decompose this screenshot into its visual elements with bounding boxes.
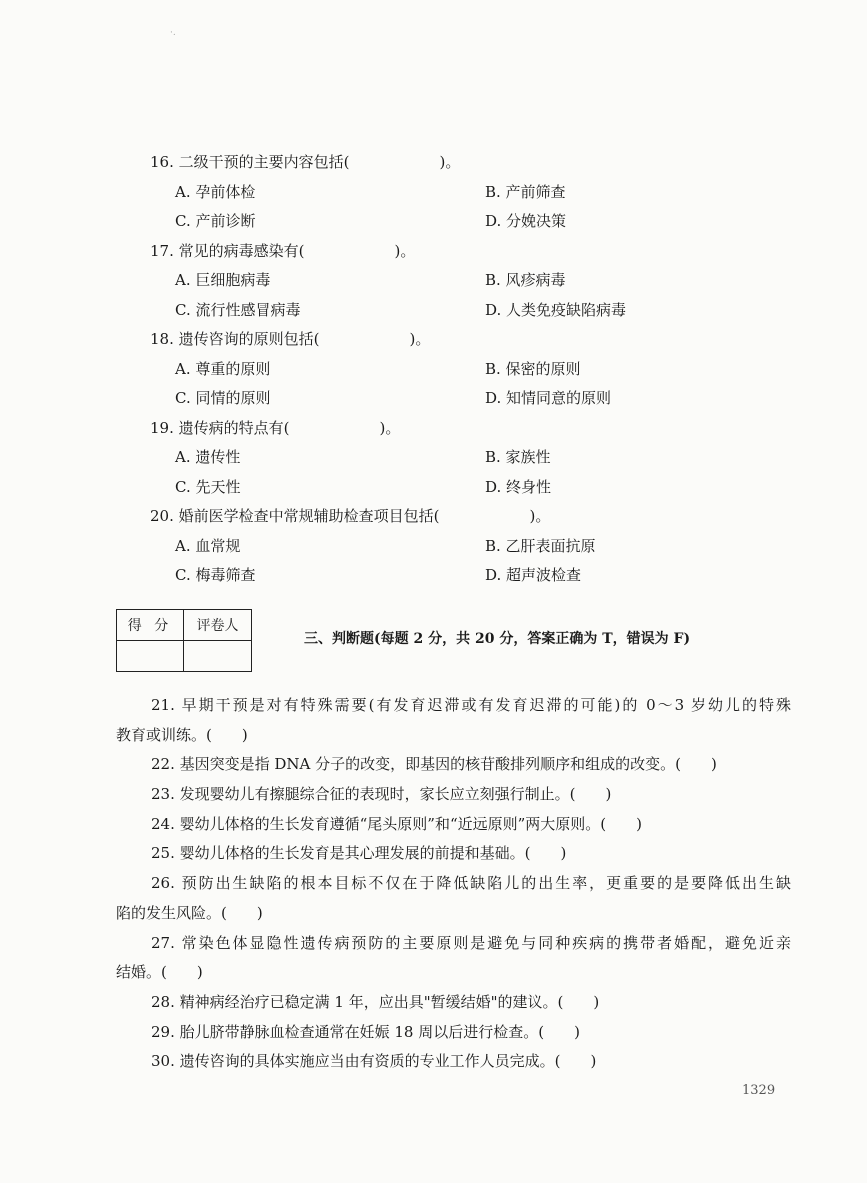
option-16-c: C. 产前诊断: [175, 212, 256, 230]
question-16-options-row2: [150, 207, 770, 237]
question-29: 29. 胎儿脐带静脉血检查通常在妊娠 18 周以后进行检查。( ): [151, 1022, 580, 1041]
page-number: 1329: [742, 1083, 776, 1098]
true-false-section: [116, 691, 791, 1077]
question-27-line1: 27. 常染色体显隐性遗传病预防的主要原则是避免与同种疾病的携带者婚配，避免近亲: [151, 933, 791, 952]
option-18-a: A. 尊重的原则: [175, 359, 271, 378]
question-17-options-row2: [150, 296, 770, 326]
score-cell: [117, 641, 184, 672]
question-16-options: [150, 178, 770, 208]
question-20-options: [150, 532, 770, 562]
question-23: 23. 发现婴幼儿有擦腿综合征的表现时，家长应立刻强行制止。( ): [151, 785, 612, 804]
option-16-d: D. 分娩决策: [485, 212, 567, 230]
option-20-b: B. 乙肝表面抗原: [485, 536, 596, 555]
question-26-line1: 26. 预防出生缺陷的根本目标不仅在于降低缺陷儿的出生率，更重要的是要降低出生缺: [151, 874, 791, 893]
question-19-stem: 19. 遗传病的特点有( )。: [150, 418, 401, 437]
question-17-options: [150, 266, 770, 296]
multiple-choice-section: [150, 148, 770, 591]
option-16-a: A. 孕前体检: [175, 182, 256, 201]
option-17-a: A. 巨细胞病毒: [175, 271, 271, 289]
question-17-stem: 17. 常见的病毒感染有( )。: [150, 241, 416, 260]
question-18-options: [150, 355, 770, 385]
question-20-options-row2: [150, 561, 770, 591]
question-16-stem: 16. 二级干预的主要内容包括( )。: [150, 153, 461, 171]
question-20-stem: 20. 婚前医学检查中常规辅助检查项目包括( )。: [150, 507, 551, 525]
option-16-b: B. 产前筛查: [485, 182, 566, 201]
scan-speck: ·.: [170, 28, 176, 38]
score-label: 得 分: [117, 610, 184, 641]
grader-label: 评卷人: [184, 610, 252, 641]
question-24: 24. 婴幼儿体格的生长发育遵循“尾头原则”和“近远原则”两大原则。( ): [151, 814, 643, 833]
option-19-a: A. 遗传性: [175, 448, 241, 466]
grader-cell: [184, 641, 252, 672]
option-18-c: C. 同情的原则: [175, 389, 271, 407]
question-26-line2: 陷的发生风险。( ): [116, 903, 263, 922]
question-18-options-row2: [150, 384, 770, 414]
option-20-d: D. 超声波检查: [485, 566, 582, 584]
option-19-b: B. 家族性: [485, 448, 551, 466]
score-box: [116, 609, 252, 672]
question-22: 22. 基因突变是指 DNA 分子的改变，即基因的核苷酸排列顺序和组成的改变。( ): [151, 755, 717, 774]
option-17-c: C. 流行性感冒病毒: [175, 300, 301, 319]
question-19-options-row2: [150, 473, 770, 503]
option-19-d: D. 终身性: [485, 477, 552, 496]
question-28: 28. 精神病经治疗已稳定满 1 年，应出具"暂缓结婚"的建议。( ): [151, 992, 600, 1011]
section-3-title: 三、判断题(每题 2 分，共 20 分，答案正确为 T，错误为 F): [304, 631, 691, 647]
option-20-c: C. 梅毒筛查: [175, 566, 256, 584]
question-21-line2: 教育或训练。( ): [116, 725, 248, 744]
option-18-b: B. 保密的原则: [485, 359, 581, 378]
question-19-options: [150, 443, 770, 473]
option-17-b: B. 风疹病毒: [485, 271, 566, 289]
option-20-a: A. 血常规: [175, 536, 241, 555]
option-17-d: D. 人类免疫缺陷病毒: [485, 300, 627, 319]
question-21-line1: 21. 早期干预是对有特殊需要(有发育迟滞或有发育迟滞的可能)的 0～3 岁幼儿的特殊: [151, 696, 791, 714]
option-19-c: C. 先天性: [175, 477, 241, 496]
question-18-stem: 18. 遗传咨询的原则包括( )。: [150, 330, 431, 348]
option-18-d: D. 知情同意的原则: [485, 389, 612, 407]
question-25: 25. 婴幼儿体格的生长发育是其心理发展的前提和基础。( ): [151, 844, 567, 863]
question-30: 30. 遗传咨询的具体实施应当由有资质的专业工作人员完成。( ): [151, 1052, 597, 1071]
question-27-line2: 结婚。( ): [116, 963, 203, 982]
